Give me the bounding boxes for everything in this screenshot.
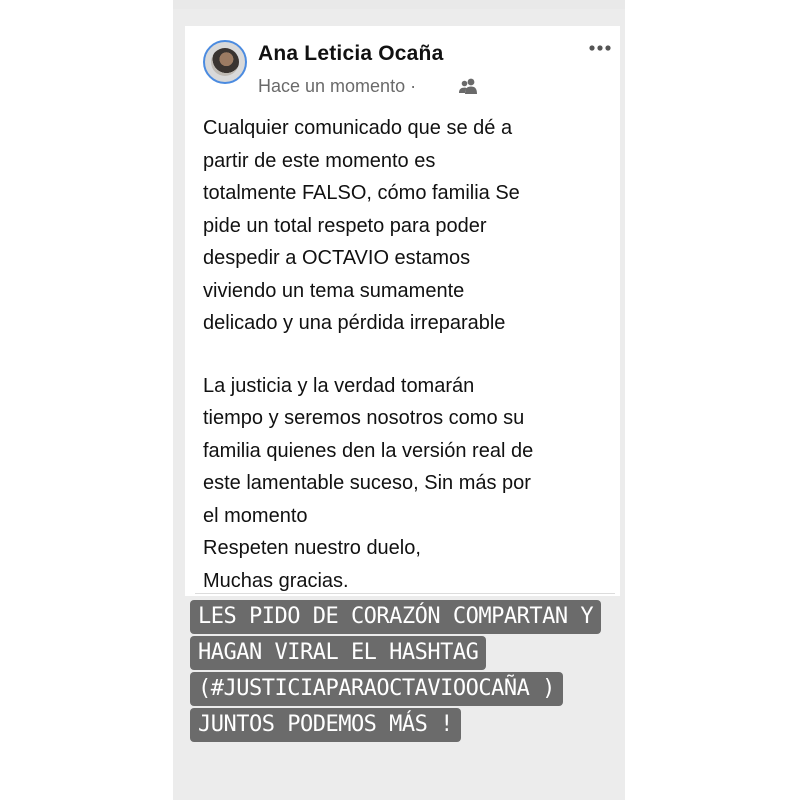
post-paragraph-1: Cualquier comunicado que se dé a partir de este momento es totalmente FALSO, cómo familia Se pide un total respeto para poder despedir a OCTAVIO estamos viviendo un tema sumamente delicado y una pérdida irreparable	[203, 117, 520, 334]
caption-line-1: LES PIDO DE CORAZÓN COMPARTAN Y	[190, 600, 601, 634]
more-options-icon[interactable]	[588, 44, 612, 52]
caption-line-4: JUNTOS PODEMOS MÁS !	[190, 708, 461, 742]
post-divider	[195, 593, 615, 594]
caption-line-2: HAGAN VIRAL EL HASHTAG	[190, 636, 486, 670]
avatar[interactable]	[203, 40, 247, 84]
friends-icon	[458, 78, 478, 94]
post-body	[203, 112, 613, 597]
post-paragraph-2: La justicia y la verdad tomarán tiempo y seremos nosotros como su familia quienes den la versión real de este lamentable suceso, Sin más por el momento Respeten nuestro duelo, Muchas gracias.	[203, 374, 534, 592]
post-timestamp[interactable]: Hace un momento ·	[258, 76, 417, 96]
avatar-photo	[211, 48, 239, 76]
top-crop-strip-light	[173, 0, 625, 9]
caption-line-3: (#JUSTICIAPARAOCTAVIOOCAÑA )	[190, 672, 563, 706]
post-author-name[interactable]: Ana Leticia Ocaña	[258, 42, 444, 65]
